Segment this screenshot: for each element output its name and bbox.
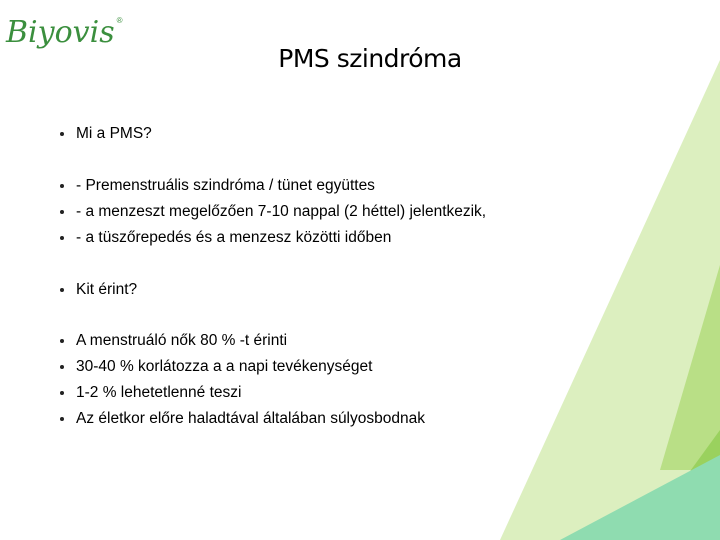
list-item xyxy=(60,125,152,143)
bullet-dot xyxy=(60,210,64,214)
biyovis-logo xyxy=(6,6,123,48)
bullet-dot xyxy=(60,391,64,395)
bullet-dot xyxy=(60,288,64,292)
list-item-text: A menstruáló nők 80 % -t érinti xyxy=(76,332,288,349)
list-item xyxy=(60,177,375,195)
list-item-text: Kit érint? xyxy=(76,281,138,298)
list-item-text: Mi a PMS? xyxy=(76,125,152,142)
list-item-text: 30-40 % korlátozza a a napi tevékenységet xyxy=(76,358,373,375)
list-item xyxy=(60,384,241,402)
page-title: PMS szindróma xyxy=(278,44,462,73)
bullet-dot xyxy=(60,339,64,343)
bullet-dot xyxy=(60,132,64,136)
logo-wordmark: Biyovis xyxy=(6,15,115,50)
logo-registered-mark: ® xyxy=(116,16,123,25)
bullet-dot xyxy=(60,417,64,421)
list-item-text: Az életkor előre haladtával általában súlyosbodnak xyxy=(76,410,425,427)
list-item xyxy=(60,358,372,376)
list-item xyxy=(60,203,486,221)
bullet-dot xyxy=(60,365,64,369)
bullet-dot xyxy=(60,236,64,240)
list-item xyxy=(60,410,425,428)
list-item-text: - Premenstruális szindróma / tünet együttes xyxy=(76,177,375,194)
list-item xyxy=(60,229,391,247)
list-item xyxy=(60,281,137,299)
list-item-text: 1-2 % lehetetlenné teszi xyxy=(76,384,242,401)
bullet-dot xyxy=(60,184,64,188)
list-item-text: - a tüszőrepedés és a menzesz közötti időben xyxy=(76,229,392,246)
list-item xyxy=(60,332,287,350)
list-item-text: - a menzeszt megelőzően 7-10 nappal (2 héttel) jelentkezik, xyxy=(76,203,487,220)
